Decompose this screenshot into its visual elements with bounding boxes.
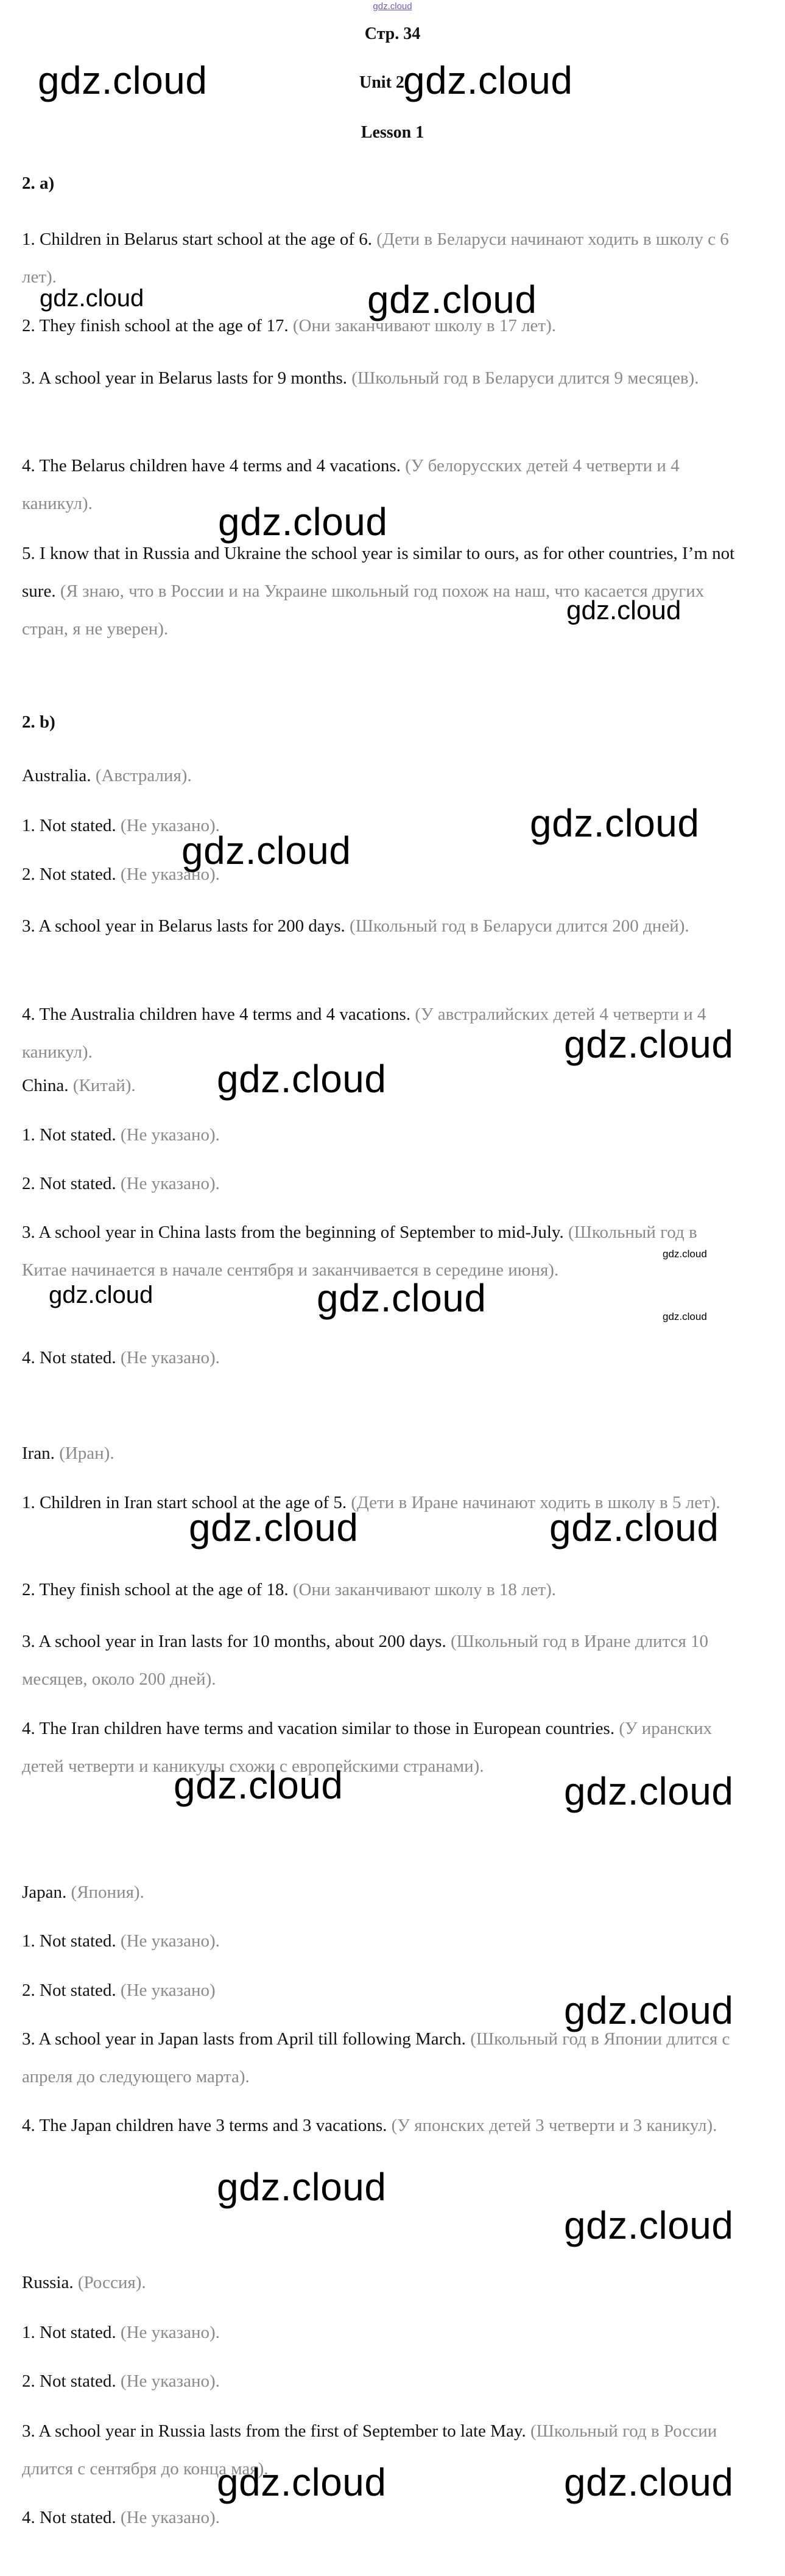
watermark: gdz.cloud bbox=[367, 278, 537, 321]
item-russian: (Школьный год в России длится с сентября до конца мая). bbox=[22, 2421, 717, 2479]
item-russian: (Не указано). bbox=[120, 816, 220, 835]
watermark: gdz.cloud bbox=[564, 2203, 734, 2247]
item-russian: (Не указано). bbox=[120, 1931, 220, 1951]
item-english: 3. A school year in Belarus lasts for 200 days. bbox=[22, 916, 345, 936]
watermark: gdz.cloud bbox=[38, 58, 208, 102]
item-english: 1. Children in Belarus start school at the age of 6. bbox=[22, 230, 373, 249]
list-item bbox=[22, 2362, 741, 2400]
item-english: 1. Not stated. bbox=[22, 1931, 116, 1951]
watermark: gdz.cloud bbox=[49, 1282, 153, 1308]
country-russian: (Россия). bbox=[77, 2273, 146, 2292]
list-item bbox=[22, 1165, 741, 1202]
watermark: gdz.cloud bbox=[566, 595, 681, 625]
item-english: 4. The Australia children have 4 terms and 4 vacations. bbox=[22, 1005, 411, 1024]
country-english: Russia. bbox=[22, 2273, 74, 2292]
item-english: 3. A school year in Russia lasts from the first of September to late May. bbox=[22, 2421, 526, 2441]
country-russian: (Иран). bbox=[59, 1444, 114, 1463]
item-russian: (Не указано). bbox=[120, 2323, 220, 2342]
country-english: Iran. bbox=[22, 1444, 55, 1463]
watermark: gdz.cloud bbox=[40, 285, 144, 312]
list-item bbox=[22, 2314, 741, 2351]
item-russian: (Не указано). bbox=[120, 1125, 220, 1145]
item-russian: (Они заканчивают школу в 17 лет). bbox=[292, 316, 556, 335]
country-english: Japan. bbox=[22, 1883, 67, 1902]
watermark: gdz.cloud bbox=[530, 801, 700, 845]
item-english: 3. A school year in China lasts from the beginning of September to mid-July. bbox=[22, 1223, 564, 1242]
lesson-title: Lesson 1 bbox=[361, 123, 424, 142]
item-russian: (Школьный год в Беларуси длится 9 месяцев). bbox=[351, 368, 699, 388]
list-item bbox=[22, 1571, 741, 1609]
watermark: gdz.cloud bbox=[564, 1022, 734, 1066]
list-item bbox=[22, 1116, 741, 1154]
list-item bbox=[22, 855, 741, 893]
watermark: gdz.cloud bbox=[174, 1763, 343, 1807]
item-english: 3. A school year in Iran lasts for 10 months, about 200 days. bbox=[22, 1632, 446, 1651]
watermark: gdz.cloud bbox=[218, 500, 388, 544]
item-russian: (Не указано). bbox=[120, 1348, 220, 1367]
country-russian: (Китай). bbox=[72, 1076, 136, 1095]
country-title-russia bbox=[22, 2264, 741, 2301]
list-item bbox=[22, 2107, 741, 2144]
item-russian: (Не указано). bbox=[120, 1174, 220, 1193]
item-russian: (Школьный год в Иране длится 10 месяцев, около 200 дней). bbox=[22, 1632, 709, 1689]
item-russian: (У японских детей 3 четверти и 3 каникул). bbox=[391, 2116, 717, 2135]
item-russian: (Дети в Иране начинают ходить в школу в 5 лет). bbox=[351, 1493, 720, 1512]
item-english: 1. Not stated. bbox=[22, 1125, 116, 1145]
item-russian: (Дети в Беларуси начинают ходить в школу с 6 лет). bbox=[22, 230, 729, 287]
watermark: gdz.cloud bbox=[217, 2460, 387, 2504]
watermark: gdz.cloud bbox=[317, 1276, 487, 1320]
item-russian: (Они заканчивают школу в 18 лет). bbox=[292, 1580, 556, 1599]
country-title-japan bbox=[22, 1873, 741, 1911]
watermark: gdz.cloud bbox=[549, 1506, 719, 1549]
list-item bbox=[22, 535, 741, 648]
item-english: 3. A school year in Belarus lasts for 9 months. bbox=[22, 368, 348, 388]
watermark: gdz.cloud bbox=[564, 2460, 734, 2504]
item-english: 4. Not stated. bbox=[22, 1348, 116, 1367]
item-russian: (Не указано). bbox=[120, 2371, 220, 2391]
country-title-australia bbox=[22, 757, 741, 795]
item-english: 3. A school year in Japan lasts from April till following March. bbox=[22, 2029, 466, 2049]
item-russian: (Школьный год в Китае начинается в начале сентября и заканчивается в середине июня). bbox=[22, 1223, 697, 1280]
item-russian: (У белорусских детей 4 четверти и 4 каникул). bbox=[22, 456, 680, 513]
list-item bbox=[22, 1623, 741, 1698]
item-english: 1. Not stated. bbox=[22, 816, 116, 835]
watermark: gdz.cloud bbox=[403, 58, 573, 102]
list-item bbox=[22, 359, 741, 397]
country-english: Australia. bbox=[22, 766, 91, 785]
item-english: 4. The Belarus children have 4 terms and 4 vacations. bbox=[22, 456, 401, 476]
item-russian: (У иранских детей четверти и каникулы схожи с европейскими странами). bbox=[22, 1719, 713, 1776]
item-english: 4. The Japan children have 3 terms and 3 vacations. bbox=[22, 2116, 387, 2135]
section-heading-a: 2. a) bbox=[22, 174, 55, 193]
list-item bbox=[22, 1339, 741, 1377]
item-russian: (У австралийских детей 4 четверти и 4 каникул). bbox=[22, 1005, 706, 1062]
page-number: Стр. 34 bbox=[364, 24, 421, 43]
country-english: China. bbox=[22, 1076, 69, 1095]
item-russian: (Не указано). bbox=[120, 865, 220, 884]
country-russian: (Австралия). bbox=[95, 766, 192, 785]
watermark: gdz.cloud bbox=[663, 1311, 707, 1322]
item-english: 4. The Iran children have terms and vacation similar to those in European countries. bbox=[22, 1719, 615, 1738]
item-english: 2. They finish school at the age of 17. bbox=[22, 316, 289, 335]
item-russian: (Я знаю, что в России и на Украине школьный год похож на наш, что касается других стран, я не уверен). bbox=[22, 581, 705, 639]
item-russian: (Школьный год в Японии длится с апреля до следующего марта). bbox=[22, 2029, 730, 2086]
item-russian: (Школьный год в Беларуси длится 200 дней). bbox=[350, 916, 689, 936]
watermark: gdz.cloud bbox=[663, 1248, 707, 1260]
section-heading-b: 2. b) bbox=[22, 712, 55, 732]
item-english: 4. Not stated. bbox=[22, 2508, 116, 2527]
item-english: 2. Not stated. bbox=[22, 1981, 116, 2000]
watermark: gdz.cloud bbox=[217, 1057, 387, 1101]
item-russian: (Не указано) bbox=[120, 1981, 216, 2000]
country-title-iran bbox=[22, 1434, 741, 1472]
item-english: 2. They finish school at the age of 18. bbox=[22, 1580, 289, 1599]
item-english: 1. Children in Iran start school at the age of 5. bbox=[22, 1493, 347, 1512]
item-russian: (Не указано). bbox=[120, 2508, 220, 2527]
item-english: 1. Not stated. bbox=[22, 2323, 116, 2342]
country-russian: (Япония). bbox=[71, 1883, 144, 1902]
watermark: gdz.cloud bbox=[564, 1988, 734, 2032]
item-english: 2. Not stated. bbox=[22, 865, 116, 884]
item-english: 2. Not stated. bbox=[22, 2371, 116, 2391]
watermark: gdz.cloud bbox=[217, 2165, 387, 2209]
item-english: 2. Not stated. bbox=[22, 1174, 116, 1193]
item-english: 5. I know that in Russia and Ukraine the school year is similar to ours, as for other countries, I’m not sure. bbox=[22, 544, 735, 601]
watermark: gdz.cloud bbox=[181, 829, 351, 872]
site-link[interactable]: gdz.cloud bbox=[373, 1, 412, 12]
watermark: gdz.cloud bbox=[189, 1506, 359, 1549]
watermark: gdz.cloud bbox=[564, 1769, 734, 1813]
list-item bbox=[22, 907, 741, 945]
unit-title: Unit 2 bbox=[359, 73, 404, 92]
list-item bbox=[22, 1922, 741, 1960]
